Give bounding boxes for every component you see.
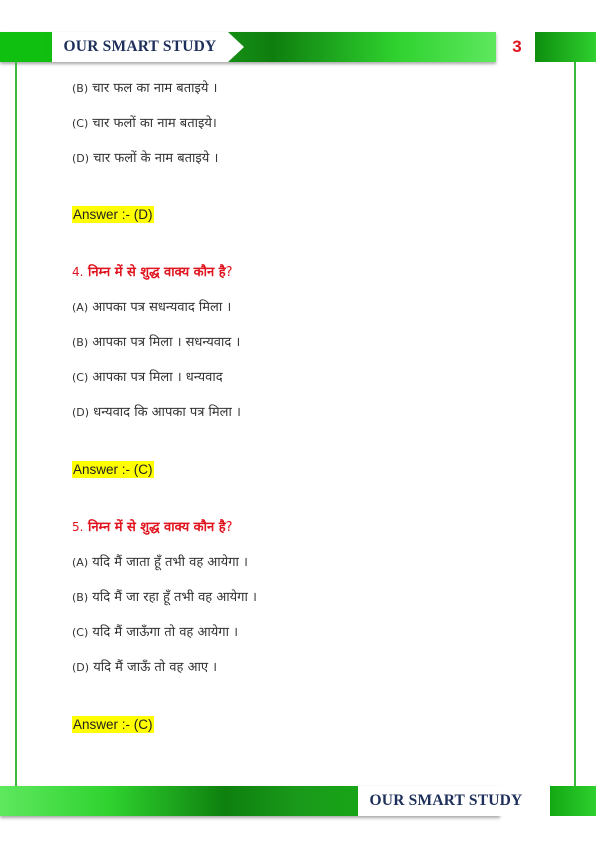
option-text: आपका पत्र सधन्यवाद मिला ।: [92, 300, 232, 315]
option-text: यदि मैं जाऊँ तो वह आए ।: [93, 660, 218, 675]
option-letter: (D): [72, 661, 90, 674]
option-letter: (D): [72, 152, 90, 165]
right-border-line: [574, 62, 576, 786]
q5-answer: Answer :- (C): [73, 717, 153, 732]
option-c-prev: [72, 113, 217, 131]
option-letter: (B): [72, 336, 89, 349]
footer-right-block: [550, 786, 596, 816]
q5-option-c: [72, 622, 238, 640]
option-letter: (C): [72, 626, 89, 639]
footer-title: OUR SMART STUDY: [369, 792, 523, 809]
question-mark: ?: [225, 265, 233, 280]
question-4: [72, 262, 233, 280]
answer-prev: Answer :- (D): [73, 207, 153, 222]
option-text: आपका पत्र मिला । धन्यवाद: [92, 370, 223, 385]
option-text: आपका पत्र मिला । सधन्यवाद ।: [92, 335, 241, 350]
option-letter: (B): [72, 82, 89, 95]
option-letter: (C): [72, 117, 89, 130]
q5-option-a: [72, 552, 248, 570]
header-banner-arrow: [228, 32, 244, 62]
option-text: यदि मैं जा रहा हूँ तभी वह आयेगा ।: [92, 590, 257, 605]
option-letter: (A): [72, 301, 89, 314]
option-letter: (D): [72, 406, 90, 419]
left-border-line: [15, 62, 17, 786]
option-d-prev: [72, 148, 218, 166]
header-right-block: [535, 32, 596, 62]
q4-option-a: [72, 297, 231, 315]
page-number: 3: [512, 37, 522, 56]
q4-answer: Answer :- (C): [73, 462, 153, 477]
question-number: 4.: [72, 265, 84, 279]
question-text: निम्न में से शुद्ध वाक्य कौन है: [87, 265, 226, 280]
option-letter: (B): [72, 591, 89, 604]
question-5: [72, 517, 233, 535]
question-mark: ?: [225, 520, 233, 535]
q4-option-c: [72, 367, 223, 385]
option-b-prev: [72, 78, 217, 96]
question-text: निम्न में से शुद्ध वाक्य कौन है: [87, 520, 226, 535]
header-title: OUR SMART STUDY: [63, 38, 217, 55]
q4-option-b: [72, 332, 240, 350]
option-text: चार फलों के नाम बताइये ।: [93, 151, 219, 166]
question-number: 5.: [72, 520, 84, 534]
option-text: धन्यवाद कि आपका पत्र मिला ।: [93, 405, 241, 420]
option-text: यदि मैं जाऊँगा तो वह आयेगा ।: [92, 625, 239, 640]
footer-banner-arrow: [534, 786, 550, 816]
q5-option-b: [72, 587, 257, 605]
option-text: चार फलों का नाम बताइये।: [92, 116, 217, 131]
option-letter: (A): [72, 556, 89, 569]
option-text: यदि मैं जाता हूँ तभी वह आयेगा ।: [92, 555, 248, 570]
q5-option-d: [72, 657, 217, 675]
q4-option-d: [72, 402, 241, 420]
option-letter: (C): [72, 371, 89, 384]
option-text: चार फल का नाम बताइये ।: [92, 81, 218, 96]
